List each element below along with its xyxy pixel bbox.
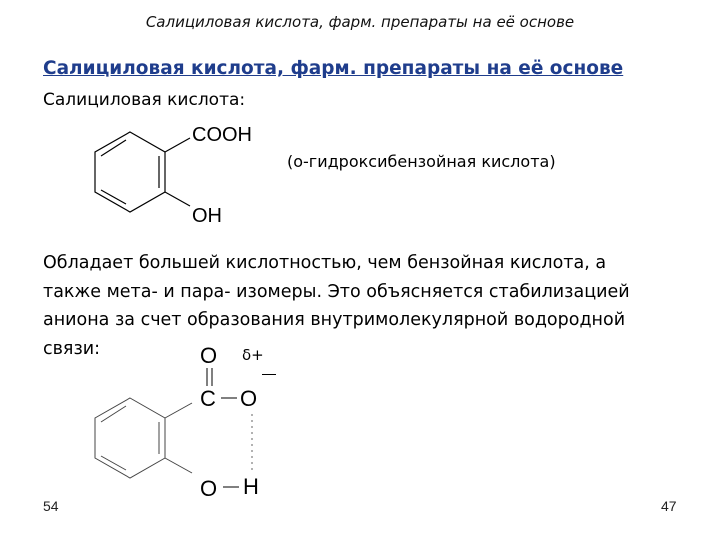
right-page-number: 47 [661, 498, 677, 514]
paragraph-line: связи: [43, 338, 101, 359]
cooh-group-label: COOH [192, 124, 252, 146]
paragraph-line: аниона за счет образования внутримолекулярной водородной [43, 310, 626, 330]
paragraph-line: Обладает большей кислотностью, чем бензойная кислота, а [43, 253, 607, 273]
oh-group-label: OH [192, 205, 222, 227]
benzene-ring-1 [95, 132, 190, 212]
section-subtitle: Салициловая кислота: [43, 90, 246, 110]
phenol-oxygen-label: O [200, 476, 218, 501]
header-title: Салициловая кислота, фарм. препараты на её основе [145, 13, 575, 31]
hydrogen-label: H [243, 474, 259, 499]
explanation-paragraph [43, 249, 713, 363]
anion-oxygen-label: O [240, 386, 258, 411]
benzene-ring-2 [95, 368, 252, 487]
compound-name: (о-гидроксибензойная кислота) [287, 152, 556, 171]
delta-plus-label: δ+ [242, 346, 264, 364]
negative-charge-mark [262, 374, 276, 375]
paragraph-line: также мета- и пара- изомеры. Это объясняется стабилизацией [43, 281, 630, 302]
slide-title[interactable]: Салициловая кислота, фарм. препараты на её основе [43, 58, 624, 79]
carbon-label: C [200, 386, 216, 411]
left-page-number: 54 [43, 498, 59, 514]
carbonyl-oxygen-label: O [200, 343, 218, 368]
